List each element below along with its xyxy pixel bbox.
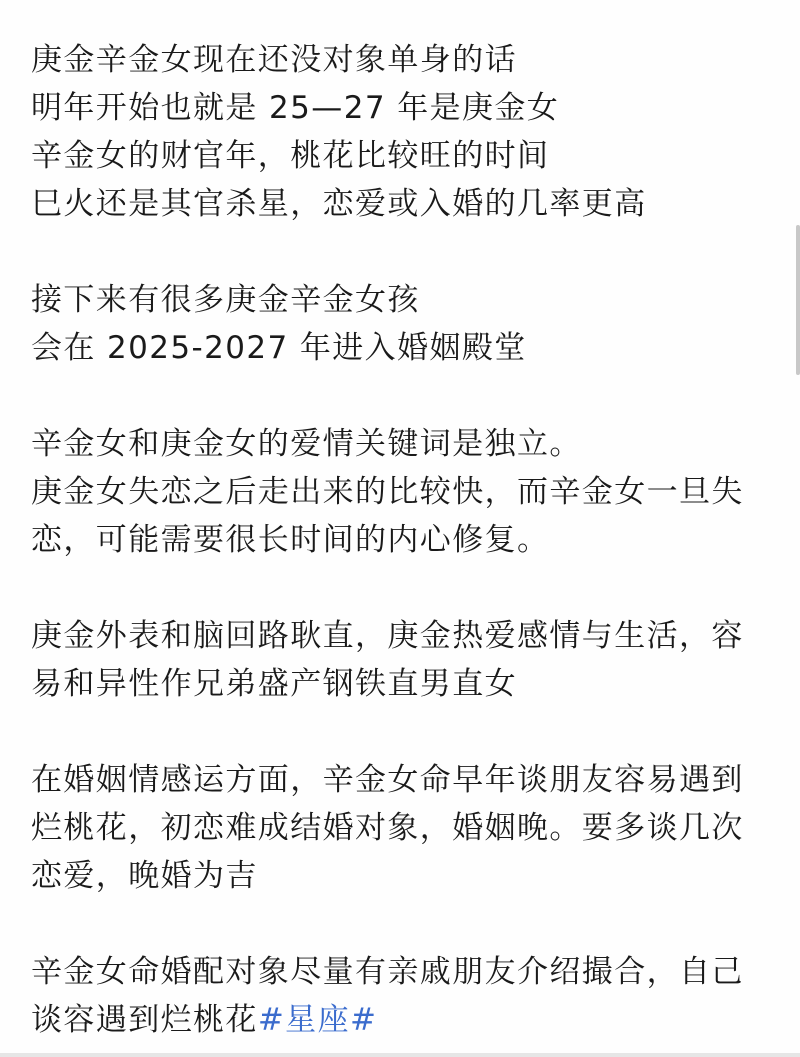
- text-segment: 谈容遇到烂桃花: [31, 1002, 258, 1038]
- text-line: 辛金女的财官年，桃花比较旺的时间: [31, 138, 550, 174]
- text-line: 巳火还是其官杀星，恋爱或入婚的几率更高: [31, 186, 647, 222]
- text-line: 烂桃花，初恋难成结婚对象，婚姻晚。要多谈几次: [31, 810, 744, 846]
- paragraph-6: [31, 948, 770, 1044]
- text-line: 易和异性作兄弟盛产钢铁直男直女: [31, 666, 517, 702]
- text-line: 恋爱，晚婚为吉: [31, 858, 258, 894]
- text-line: 庚金辛金女现在还没对象单身的话: [31, 42, 517, 78]
- text-line: 恋，可能需要很长时间的内心修复。: [31, 522, 550, 558]
- text-line: 在婚姻情感运方面，辛金女命早年谈朋友容易遇到: [31, 762, 744, 798]
- bottom-divider: [0, 1053, 800, 1057]
- paragraph-3: [31, 420, 770, 564]
- text-line: 明年开始也就是 25—27 年是庚金女: [31, 90, 560, 126]
- paragraph-1: [31, 36, 770, 228]
- text-line: 辛金女命婚配对象尽量有亲戚朋友介绍撮合，自己: [31, 954, 744, 990]
- text-line: 庚金女失恋之后走出来的比较快，而辛金女一旦失: [31, 474, 744, 510]
- text-line: 庚金外表和脑回路耿直，庚金热爱感情与生活，容: [31, 618, 744, 654]
- post-body: [31, 36, 770, 1044]
- text-line: 辛金女和庚金女的爱情关键词是独立。: [31, 426, 582, 462]
- hashtag-link-xingzuo[interactable]: #星座#: [257, 1002, 378, 1038]
- text-line: 会在 2025-2027 年进入婚姻殿堂: [31, 330, 527, 366]
- text-line-with-hashtag: [31, 996, 770, 1044]
- paragraph-4: [31, 612, 770, 708]
- text-line: 接下来有很多庚金辛金女孩: [31, 282, 420, 318]
- scrollbar-thumb[interactable]: [796, 225, 800, 375]
- paragraph-5: [31, 756, 770, 900]
- paragraph-2: [31, 276, 770, 372]
